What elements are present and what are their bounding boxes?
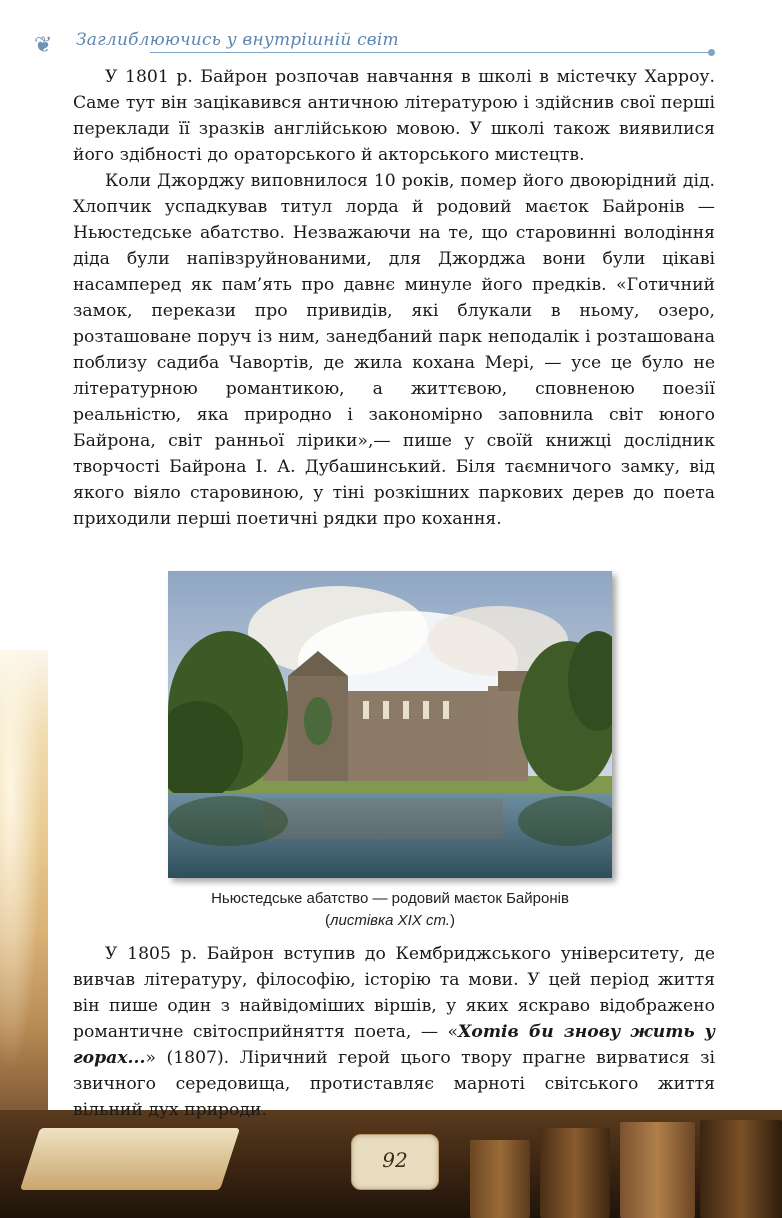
figure-caption <box>120 888 660 932</box>
paragraph: Коли Джорджу виповнилося 10 років, помер його двоюрідний дід. Хлопчик успадкував титул лорда й родовий маєток Байронів — Ньюстедське абатство. Незважаючи на те, що старовинні володіння діда були напівзруйнованими, для Джорджа вони були цікаві насамперед як пам’ять про давнє минуле його предків. «Готичний замок, перекази про привидів, які блукали в ньому, озеро, розташоване поруч із ним, занедбаний парк неподалік і розташована поблизу садиба Чавортів, де жила кохана Мері, — усе це було не літературною романтикою, а життєвою, сповненою поезії реальністю, яка природно і закономірно заповнила світ юного Байрона, світ ранньої лірики»,— пише у своїй книжці дослідник творчості Байрона І. А. Дубашинський. Біля таємничого замку, від якого віяло старовиною, у тіні розкішних паркових дерев до поета приходили перші поетичні рядки про кохання. <box>73 171 715 529</box>
paragraph-text: У 1805 р. Байрон вступив до Кембриджського університету, де вивчав літературу, філософію, історію та мови. У цей період життя він пише один з найвідоміших віршів, у яких яскраво відображено романтичне світосприйняття поета, — « <box>73 944 715 1042</box>
header-rule <box>150 52 712 53</box>
book-spine-decoration <box>700 1120 782 1218</box>
book-spine-decoration <box>470 1140 530 1218</box>
caption-note: листівка XIX ст. <box>330 912 450 929</box>
paragraph-text: » (1807). Ліричний герой цього твору прагне вирватися зі звичного середовища, протиставляє марноті світського життя вільний дух природи. <box>73 1048 715 1120</box>
poem-title: Хотів би знову жить у горах... <box>73 1022 716 1068</box>
header-title: Заглиблюючись у внутрішній світ <box>76 30 399 50</box>
caption-text: Ньюстедське абатство — родовий маєток Байронів <box>211 890 569 907</box>
caption-note-line: (листівка XIX ст.) <box>325 912 455 929</box>
paragraph <box>73 941 715 1123</box>
main-text-bottom <box>73 941 715 1123</box>
newstead-abbey-image <box>168 571 612 878</box>
book-spine-decoration <box>620 1122 695 1218</box>
abbey-illustration <box>168 571 612 878</box>
left-decorative-margin <box>0 650 48 1120</box>
fleur-ornament-icon: ❦ <box>34 33 53 58</box>
open-book-decoration <box>20 1128 240 1190</box>
running-header <box>0 30 782 62</box>
main-text-top <box>73 64 715 532</box>
page-number-plate <box>351 1134 439 1190</box>
book-spine-decoration <box>540 1128 610 1218</box>
header-dot-ornament <box>708 49 715 56</box>
paragraph: У 1801 р. Байрон розпочав навчання в школі в містечку Харроу. Саме тут він зацікавився античною літературою і здійснив свої перші переклади її зразків англійською мовою. У школі також виявилися його здібності до ораторського й акторського мистецтв. <box>73 67 715 165</box>
page-number: 92 <box>382 1148 408 1172</box>
